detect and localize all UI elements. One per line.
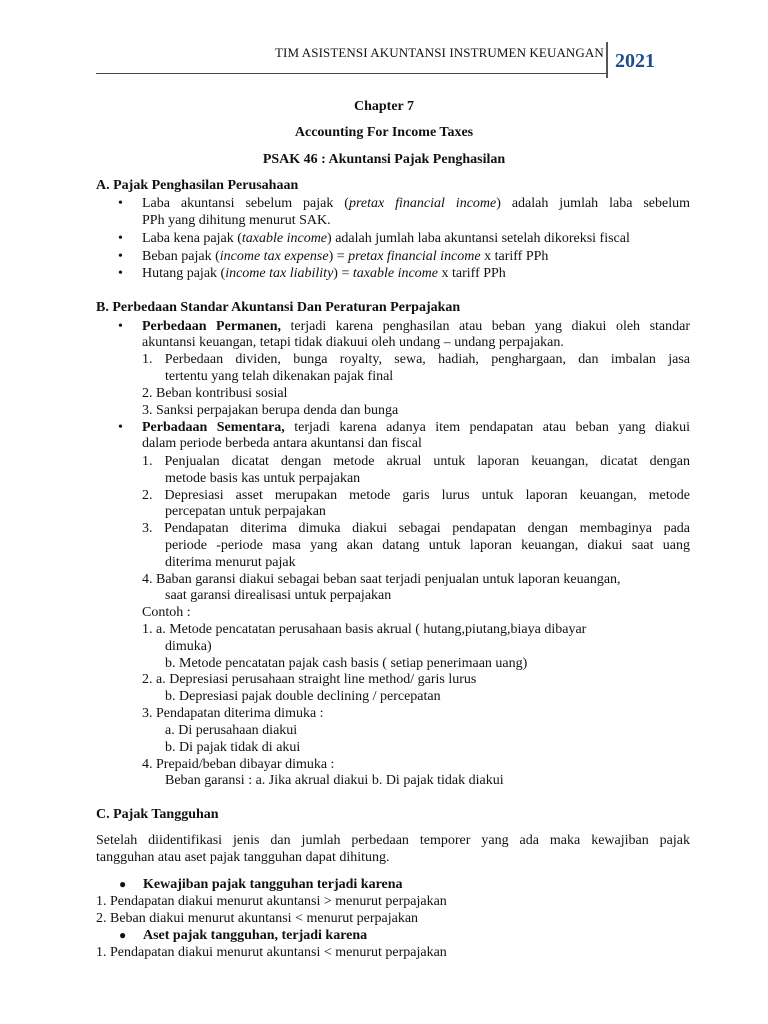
header-divider (606, 42, 608, 78)
asset-item-1: 1. Pendapatan diakui menurut akuntansi < menurut perpajakan (96, 945, 447, 960)
chapter-title: Chapter 7 (353, 99, 415, 114)
temp-item-1: 1. Penjualan dicatat dengan metode akrual untuk laporan keuangan, dicatat dengan (142, 454, 690, 469)
section-b-heading: B. Perbedaan Standar Akuntansi Dan Peraturan Perpajakan (96, 300, 461, 315)
example-3-b: b. Di pajak tidak di akui (165, 740, 301, 755)
example-2-b: b. Depresiasi pajak double declining / percepatan (165, 689, 441, 704)
bullet-icon: • (118, 231, 123, 246)
temporary-diff: Perbadaan Sementara, terjadi karena adanya item pendapatan atau beban yang diakui (142, 420, 690, 435)
liability-item-1: 1. Pendapatan diakui menurut akuntansi > menurut perpajakan (96, 894, 447, 909)
header-org: TIM ASISTENSI AKUNTANSI INSTRUMEN KEUANGAN (275, 45, 604, 60)
temp-item-2: 2. Depresiasi asset merupakan metode garis lurus untuk laporan keuangan, metode (142, 488, 690, 503)
perm-item-1: 1. Perbedaan dividen, bunga royalty, sewa, hadiah, penghargaan, dan imbalan jasa (142, 352, 690, 367)
permanent-diff: Perbedaan Permanen, terjadi karena penghasilan atau beban yang diakui oleh standar (142, 319, 690, 334)
perm-item-2: 2. Beban kontribusi sosial (142, 386, 288, 401)
section-c-para-cont: tangguhan atau aset pajak tangguhan dapat dihitung. (96, 850, 390, 865)
section-c-heading: C. Pajak Tangguhan (96, 807, 219, 822)
liability-heading: Kewajiban pajak tangguhan terjadi karena (143, 877, 403, 892)
sec-a-item-4: Hutang pajak (income tax liability) = taxable income x tariff PPh (142, 266, 506, 281)
sec-a-item-1: Laba akuntansi sebelum pajak (pretax financial income) adalah jumlah laba sebelum (142, 196, 690, 211)
example-1-b: b. Metode pencatatan pajak cash basis ( setiap penerimaan uang) (165, 656, 528, 671)
bullet-icon: • (118, 319, 123, 334)
bullet-icon: • (118, 196, 123, 211)
section-c-para: Setelah diidentifikasi jenis dan jumlah perbedaan temporer yang ada maka kewajiban pajak (96, 833, 690, 848)
header-rule (96, 73, 606, 74)
temp-item-4: 4. Baban garansi diakui sebagai beban saat terjadi penjualan untuk laporan keuangan, (142, 572, 621, 587)
bullet-icon: • (118, 266, 123, 281)
sec-a-item-3: Beban pajak (income tax expense) = pretax financial income x tariff PPh (142, 249, 549, 264)
sec-a-item-2: Laba kena pajak (taxable income) adalah jumlah laba akuntansi setelah dikoreksi fiscal (142, 231, 630, 246)
liability-item-2: 2. Beban diakui menurut akuntansi < menurut perpajakan (96, 911, 419, 926)
temp-item-3-cont2: diterima menurut pajak (165, 555, 296, 570)
example-1: 1. a. Metode pencatatan perusahaan basis akrual ( hutang,piutang,biaya dibayar (142, 622, 587, 637)
example-1-cont: dimuka) (165, 639, 212, 654)
temp-item-4-cont: saat garansi direalisasi untuk perpajakan (165, 588, 392, 603)
example-2: 2. a. Depresiasi perusahaan straight line method/ garis lurus (142, 672, 477, 687)
perm-item-3: 3. Sanksi perpajakan berupa denda dan bunga (142, 403, 399, 418)
topic-title: Accounting For Income Taxes (294, 125, 474, 140)
header-year: 2021 (615, 50, 655, 72)
perm-item-1-cont: tertentu yang telah dikenakan pajak final (165, 369, 394, 384)
bullet-icon: • (118, 420, 123, 435)
example-label: Contoh : (142, 605, 191, 620)
temp-item-1-cont: metode basis kas untuk perpajakan (165, 471, 361, 486)
temp-item-3: 3. Pendapatan diterima dimuka diakui sebagai pendapatan dengan membaginya pada (142, 521, 690, 536)
sec-a-item-1-cont: PPh yang dihitung menurut SAK. (142, 213, 331, 228)
dot-icon: ● (119, 928, 127, 942)
temp-item-2-cont: percepatan untuk perpajakan (165, 504, 326, 519)
permanent-diff-cont: akuntansi keuangan, tetapi tidak diakuui oleh undang – undang perpajakan. (142, 335, 564, 350)
example-3-a: a. Di perusahaan diakui (165, 723, 298, 738)
bullet-icon: • (118, 249, 123, 264)
example-4-cont: Beban garansi : a. Jika akrual diakui b. Di pajak tidak diakui (165, 773, 504, 788)
dot-icon: ● (119, 877, 127, 891)
section-a-heading: A. Pajak Penghasilan Perusahaan (96, 178, 299, 193)
temporary-diff-cont: dalam periode berbeda antara akuntansi dan fiscal (142, 436, 422, 451)
temp-item-3-cont: periode -periode masa yang akan datang untuk laporan keuangan, diakui saat uang (165, 538, 690, 553)
example-4: 4. Prepaid/beban dibayar dimuka : (142, 757, 335, 772)
psak-title: PSAK 46 : Akuntansi Pajak Penghasilan (262, 152, 506, 167)
example-3: 3. Pendapatan diterima dimuka : (142, 706, 324, 721)
asset-heading: Aset pajak tangguhan, terjadi karena (143, 928, 368, 943)
